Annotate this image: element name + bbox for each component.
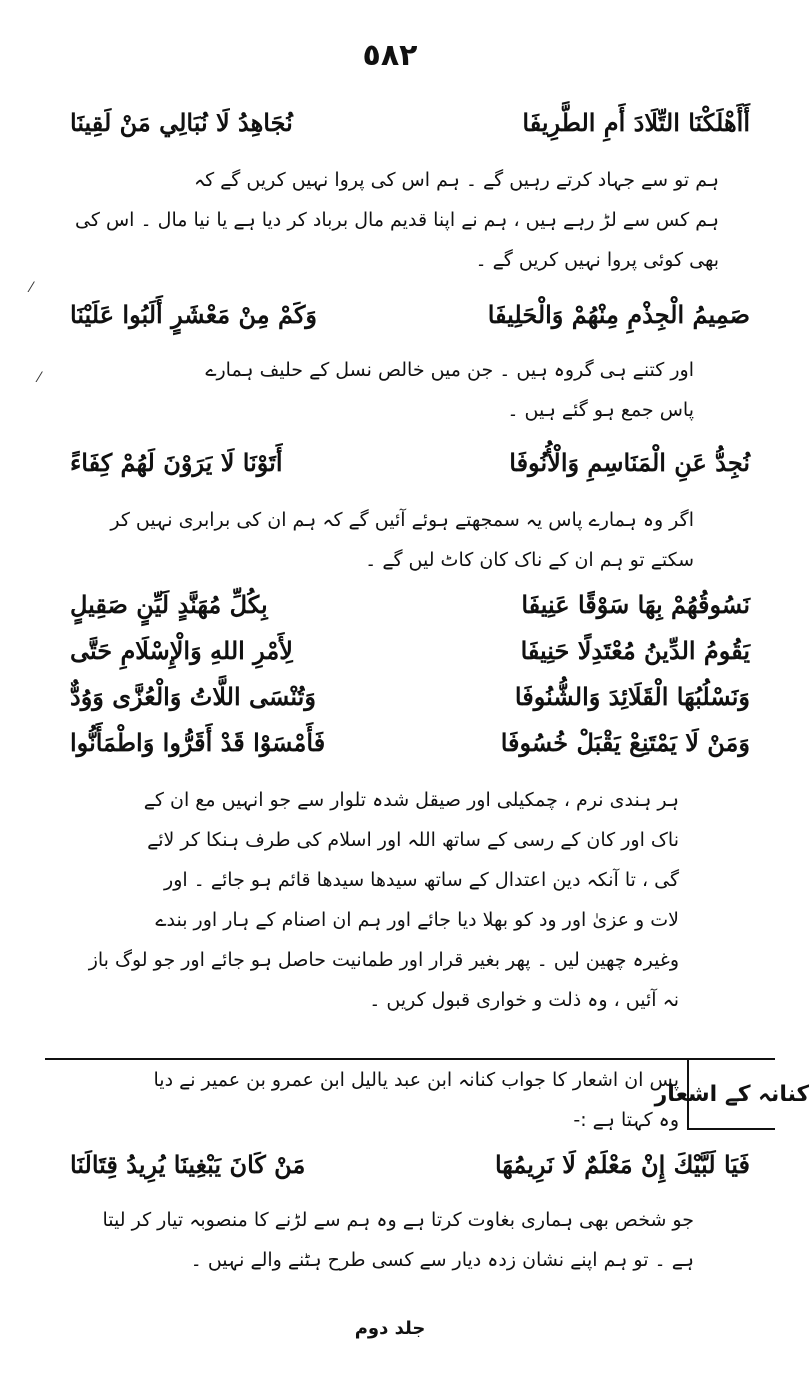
translation-line: نہ آئیں ، وہ ذلت و خواری قبول کریں ۔ bbox=[369, 989, 679, 1011]
translation-line: اگر وہ ہمارے پاس یہ سمجھتے ہوئے آئیں گے کہ ہم ان کی برابری نہیں کر bbox=[110, 509, 694, 531]
translation-paragraph bbox=[75, 160, 719, 280]
verse-hemistich-left: وَتُنْسَى اللَّاتُ وَالْعُزَّى وَوُدٌّ bbox=[70, 682, 316, 711]
verse-line bbox=[70, 728, 750, 772]
verse-hemistich-right: وَنَسْلُبُهَا الْقَلَائِدَ وَالشُّنُوفَا bbox=[514, 682, 750, 711]
translation-paragraph bbox=[89, 780, 679, 1020]
verse-hemistich-right: نَسُوقُهُمْ بِهَا سَوْقًا عَنِيفَا bbox=[521, 590, 750, 619]
translation-paragraph bbox=[103, 1200, 694, 1280]
translation-paragraph bbox=[154, 1060, 680, 1140]
translation-line: ہے ۔ تو ہم اپنے نشان زدہ دیار سے کسی طرح ہٹنے والے نہیں ۔ bbox=[190, 1249, 694, 1271]
verse-line bbox=[70, 636, 750, 680]
verse-line bbox=[70, 682, 750, 726]
translation-paragraph bbox=[110, 500, 694, 580]
verse-hemistich-left: مَنْ كَانَ يَبْغِينَا يُرِيدُ قِتَالَنَا bbox=[70, 1150, 306, 1179]
verse-hemistich-right: أَأَهْلَكْنَا التِّلَادَ أَمِ الطَّرِيفَا bbox=[522, 108, 750, 137]
translation-line: لات و عزیٰ اور ود کو بھلا دیا جائے اور ہم ان اصنام کے ہار اور بندے bbox=[155, 909, 679, 931]
verse-hemistich-left: وَكَمْ مِنْ مَعْشَرٍ أَلَبُوا عَلَيْنَا bbox=[70, 300, 317, 329]
volume-footer: جلد دوم bbox=[354, 1318, 426, 1339]
translation-line: جو شخص بھی ہماری بغاوت کرتا ہے وہ ہم سے لڑنے کا منصوبہ تیار کر لیتا bbox=[102, 1209, 694, 1231]
page-number: ٥٨٢ bbox=[362, 38, 418, 73]
translation-line: پس ان اشعار کا جواب کنانہ ابن عبد یالیل ابن عمرو بن عمیر نے دیا bbox=[153, 1069, 679, 1091]
verse-line bbox=[70, 300, 750, 344]
verse-hemistich-left: فَأَمْسَوْا قَدْ أَقَرُّوا وَاطْمَأَنُّوا bbox=[70, 728, 326, 757]
translation-line: ہم تو سے جہاد کرتے رہیں گے ۔ ہم اس کی پروا نہیں کریں گے کہ bbox=[193, 169, 719, 191]
translation-line: سکتے تو ہم ان کے ناک کان کاٹ لیں گے ۔ bbox=[365, 549, 694, 571]
translation-line: پاس جمع ہو گئے ہیں ۔ bbox=[507, 399, 694, 421]
translation-line: گی ، تا آنکہ دین اعتدال کے ساتھ سیدھا سیدھا قائم ہو جائے ۔ اور bbox=[164, 869, 679, 891]
translation-line: ہم کس سے لڑ رہے ہیں ، ہم نے اپنا قدیم مال برباد کر دیا ہے یا نیا مال ۔ اس کی bbox=[75, 209, 719, 231]
translation-line: وغیرہ چھین لیں ۔ پھر بغیر قرار اور طمانیت حاصل ہو جائے اور جو لوگ باز bbox=[88, 949, 679, 971]
verse-hemistich-left: بِكُلِّ مُهَنَّدٍ لَيِّنٍ صَقِيلٍ bbox=[70, 590, 268, 619]
translation-line: وہ کہتا ہے :- bbox=[573, 1109, 679, 1131]
verse-hemistich-left: لِأَمْرِ اللهِ وَالْإِسْلَامِ حَتَّى bbox=[70, 636, 293, 665]
margin-mark: ⁄ bbox=[30, 280, 33, 296]
translation-line: اور کتنے ہی گروہ ہیں ۔ جن میں خالص نسل کے حلیف ہمارے bbox=[205, 359, 694, 381]
verse-line bbox=[70, 108, 750, 152]
translation-line: ناک اور کان کے رسی کے ساتھ اللہ اور اسلام کی طرف ہنکا کر لائے bbox=[147, 829, 679, 851]
translation-line: ہر ہندی نرم ، چمکیلی اور صیقل شدہ تلوار سے جو انہیں مع ان کے bbox=[143, 789, 679, 811]
margin-mark: ⁄ bbox=[38, 370, 41, 386]
verse-line bbox=[70, 1150, 750, 1194]
section-heading-label: کنانہ کے اشعار bbox=[654, 1081, 809, 1107]
translation-line: بھی کوئی پروا نہیں کریں گے ۔ bbox=[475, 249, 719, 271]
section-heading bbox=[654, 1058, 809, 1130]
verse-line bbox=[70, 448, 750, 492]
translation-paragraph bbox=[205, 350, 694, 430]
verse-hemistich-left: نُجَاهِدُ لَا نُبَالِي مَنْ لَقِينَا bbox=[70, 108, 293, 137]
verse-line bbox=[70, 590, 750, 634]
verse-hemistich-right: فَيَا لَبَّيْكَ إِنْ مَعْلَمٌ لَا نَرِيمُهَا bbox=[494, 1150, 750, 1179]
verse-hemistich-right: وَمَنْ لَا يَمْتَنِعْ يَقْبَلْ خُسُوفَا bbox=[500, 728, 750, 757]
verse-hemistich-right: صَمِيمُ الْجِذْمِ مِنْهُمْ وَالْحَلِيفَا bbox=[487, 300, 750, 329]
verse-hemistich-left: أَتَوْنَا لَا يَرَوْنَ لَهُمْ كِفَاءً bbox=[70, 448, 283, 477]
verse-hemistich-right: يَقُومُ الدِّينُ مُعْتَدِلًا حَنِيفَا bbox=[520, 636, 750, 665]
verse-hemistich-right: نُجِدُّ عَنِ الْمَنَاسِمِ وَالْأُنُوفَا bbox=[509, 448, 750, 477]
